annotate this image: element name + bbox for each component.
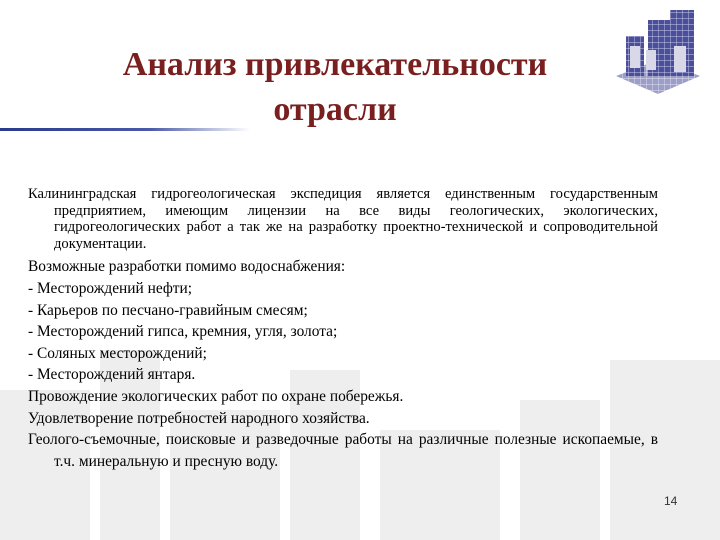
list-item-oil: - Месторождений нефти; <box>28 279 193 297</box>
page-title <box>40 42 630 132</box>
paragraph-possible-developments: Возможные разработки помимо водоснабжения: <box>28 258 346 276</box>
slide-body <box>28 186 658 472</box>
list-item-quarries: - Карьеров по песчано-гравийным смесям; <box>28 301 308 319</box>
paragraph-ecology: Провождение экологических работ по охране побережья. <box>28 387 404 405</box>
title-line-2: отрасли <box>273 91 397 128</box>
list-item-amber: - Месторождений янтаря. <box>28 366 196 384</box>
title-divider <box>0 128 250 131</box>
paragraph-economy: Удовлетворение потребностей народного хозяйства. <box>28 409 370 427</box>
logo-icon <box>610 6 706 100</box>
list-item-salt: - Соляных месторождений; <box>28 344 207 362</box>
list-item-gypsum: - Месторождений гипса, кремния, угля, золота; <box>28 323 338 341</box>
title-line-1: Анализ привлекательности <box>122 46 548 83</box>
paragraph-survey-works: Геолого-съемочные, поисковые и разведочные работы на различные полезные ископаемые, в т.ч. минеральную и пресную воду. <box>28 431 658 470</box>
page-number: 14 <box>664 494 678 508</box>
paragraph-expedition: Калининградская гидрогеологическая экспедиция является единственным государственным предприятием, имеющим лицензии на все виды геологических, экологических, гидрогеологических работ а так же на разработку проектно-технической и сопроводительной документации. <box>28 186 658 252</box>
